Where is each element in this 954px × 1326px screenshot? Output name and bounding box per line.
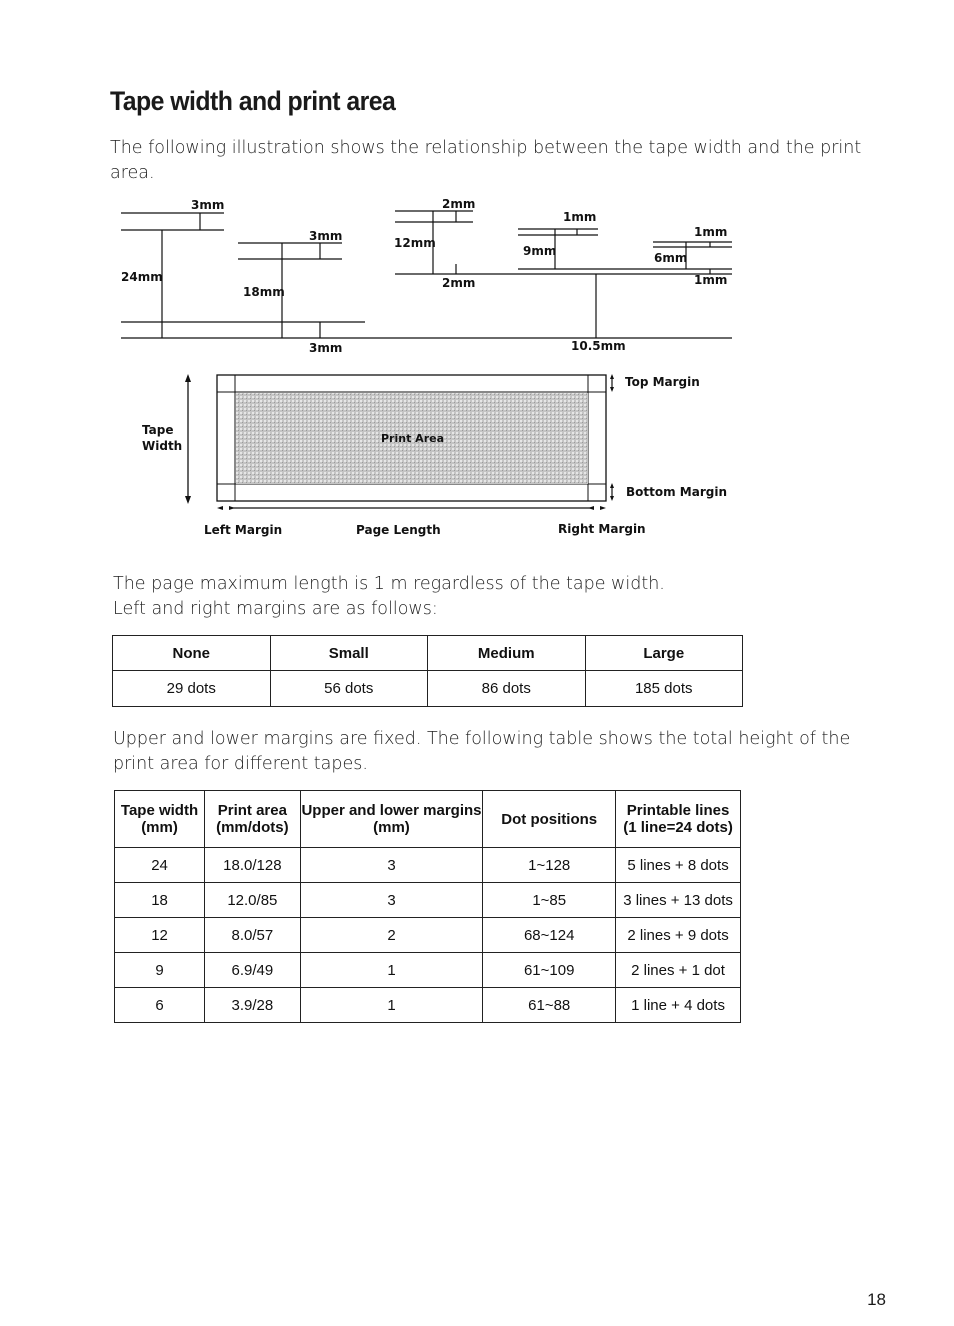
cell-dot-positions: 68~124 bbox=[483, 918, 616, 953]
cell-printable-lines: 5 lines + 8 dots bbox=[616, 848, 741, 883]
margins-value-small: 56 dots bbox=[270, 671, 428, 707]
label-12-top: 2mm bbox=[442, 197, 476, 211]
left-margin-label: Left Margin bbox=[204, 523, 283, 537]
table-row bbox=[115, 848, 741, 883]
intro-paragraph: The following illustration shows the relationship between the tape width and the print area. bbox=[110, 138, 862, 183]
margins-header-none: None bbox=[113, 636, 271, 671]
header-print-area-l1: Print area bbox=[217, 802, 287, 819]
cell-print-area: 18.0/128 bbox=[205, 848, 301, 883]
header-print-area bbox=[205, 791, 301, 848]
page-length-line-2: Left and right margins are as follows: bbox=[113, 599, 438, 619]
tape-width-label-1: Tape bbox=[142, 423, 174, 437]
header-printable-lines-l2: (1 line=24 dots) bbox=[623, 819, 733, 836]
cell-dot-positions: 1~85 bbox=[483, 883, 616, 918]
cell-tape-width: 9 bbox=[115, 953, 205, 988]
margins-table bbox=[112, 635, 743, 707]
page-length-label: Page Length bbox=[356, 523, 441, 537]
page-title: Tape width and print area bbox=[110, 86, 396, 116]
label-6-bottom: 1mm bbox=[694, 273, 728, 287]
cell-tape-width: 18 bbox=[115, 883, 205, 918]
header-printable-lines bbox=[616, 791, 741, 848]
header-dot-positions: Dot positions bbox=[483, 791, 616, 848]
margins-header-small: Small bbox=[270, 636, 428, 671]
label-18-top: 3mm bbox=[309, 229, 343, 243]
label-18-bottom: 3mm bbox=[309, 341, 343, 355]
margins-value-medium: 86 dots bbox=[428, 671, 586, 707]
cell-printable-lines: 1 line + 4 dots bbox=[616, 988, 741, 1023]
cell-margins: 1 bbox=[300, 953, 483, 988]
cell-tape-width: 12 bbox=[115, 918, 205, 953]
label-12-side: 12mm bbox=[394, 236, 436, 250]
page-length-paragraph bbox=[113, 572, 893, 622]
cell-margins: 3 bbox=[300, 883, 483, 918]
tape-width-label-2: Width bbox=[142, 439, 183, 453]
margins-header-large: Large bbox=[585, 636, 743, 671]
cell-margins: 2 bbox=[300, 918, 483, 953]
right-margin-label: Right Margin bbox=[558, 522, 646, 536]
cell-margins: 1 bbox=[300, 988, 483, 1023]
tape-width-diagram bbox=[0, 0, 954, 560]
label-24-side: 24mm bbox=[121, 270, 163, 284]
cell-margins: 3 bbox=[300, 848, 483, 883]
fixed-margins-paragraph: Upper and lower margins are fixed. The following table shows the total height of the print area for different tapes. bbox=[113, 729, 851, 774]
cell-printable-lines: 2 lines + 9 dots bbox=[616, 918, 741, 953]
page-length-line-1: The page maximum length is 1 m regardless of the tape width. bbox=[113, 574, 665, 594]
label-9-side: 9mm bbox=[523, 244, 557, 258]
label-6-top: 1mm bbox=[694, 225, 728, 239]
cell-tape-width: 24 bbox=[115, 848, 205, 883]
header-margins-l2: (mm) bbox=[373, 819, 410, 836]
header-print-area-l2: (mm/dots) bbox=[216, 819, 289, 836]
bottom-margin-label: Bottom Margin bbox=[626, 485, 727, 499]
table-row bbox=[115, 883, 741, 918]
margins-header-medium: Medium bbox=[428, 636, 586, 671]
cell-tape-width: 6 bbox=[115, 988, 205, 1023]
cell-printable-lines: 3 lines + 13 dots bbox=[616, 883, 741, 918]
margins-value-large: 185 dots bbox=[585, 671, 743, 707]
header-tape-width-l1: Tape width bbox=[120, 802, 199, 819]
cell-printable-lines: 2 lines + 1 dot bbox=[616, 953, 741, 988]
tapes-header-row bbox=[115, 791, 741, 848]
cell-dot-positions: 1~128 bbox=[483, 848, 616, 883]
table-row bbox=[115, 918, 741, 953]
label-10-5: 10.5mm bbox=[571, 339, 626, 353]
header-margins bbox=[300, 791, 483, 848]
top-margin-label: Top Margin bbox=[625, 375, 700, 389]
cell-print-area: 12.0/85 bbox=[205, 883, 301, 918]
print-area-label: Print Area bbox=[381, 432, 444, 445]
margins-values-row bbox=[113, 671, 743, 707]
cell-print-area: 8.0/57 bbox=[205, 918, 301, 953]
margins-header-row bbox=[113, 636, 743, 671]
label-9-top: 1mm bbox=[563, 210, 597, 224]
header-margins-l1: Upper and lower margins bbox=[301, 802, 482, 819]
cell-dot-positions: 61~109 bbox=[483, 953, 616, 988]
page-number: 18 bbox=[867, 1290, 886, 1309]
header-tape-width bbox=[115, 791, 205, 848]
label-24-top: 3mm bbox=[191, 198, 225, 212]
cell-dot-positions: 61~88 bbox=[483, 988, 616, 1023]
tapes-table bbox=[114, 790, 741, 1023]
header-tape-width-l2: (mm) bbox=[141, 819, 178, 836]
cell-print-area: 6.9/49 bbox=[205, 953, 301, 988]
header-printable-lines-l1: Printable lines bbox=[626, 802, 730, 819]
label-6-side: 6mm bbox=[654, 251, 688, 265]
label-18-side: 18mm bbox=[243, 285, 285, 299]
table-row bbox=[115, 953, 741, 988]
table-row bbox=[115, 988, 741, 1023]
margins-value-none: 29 dots bbox=[113, 671, 271, 707]
label-12-bottom: 2mm bbox=[442, 276, 476, 290]
cell-print-area: 3.9/28 bbox=[205, 988, 301, 1023]
